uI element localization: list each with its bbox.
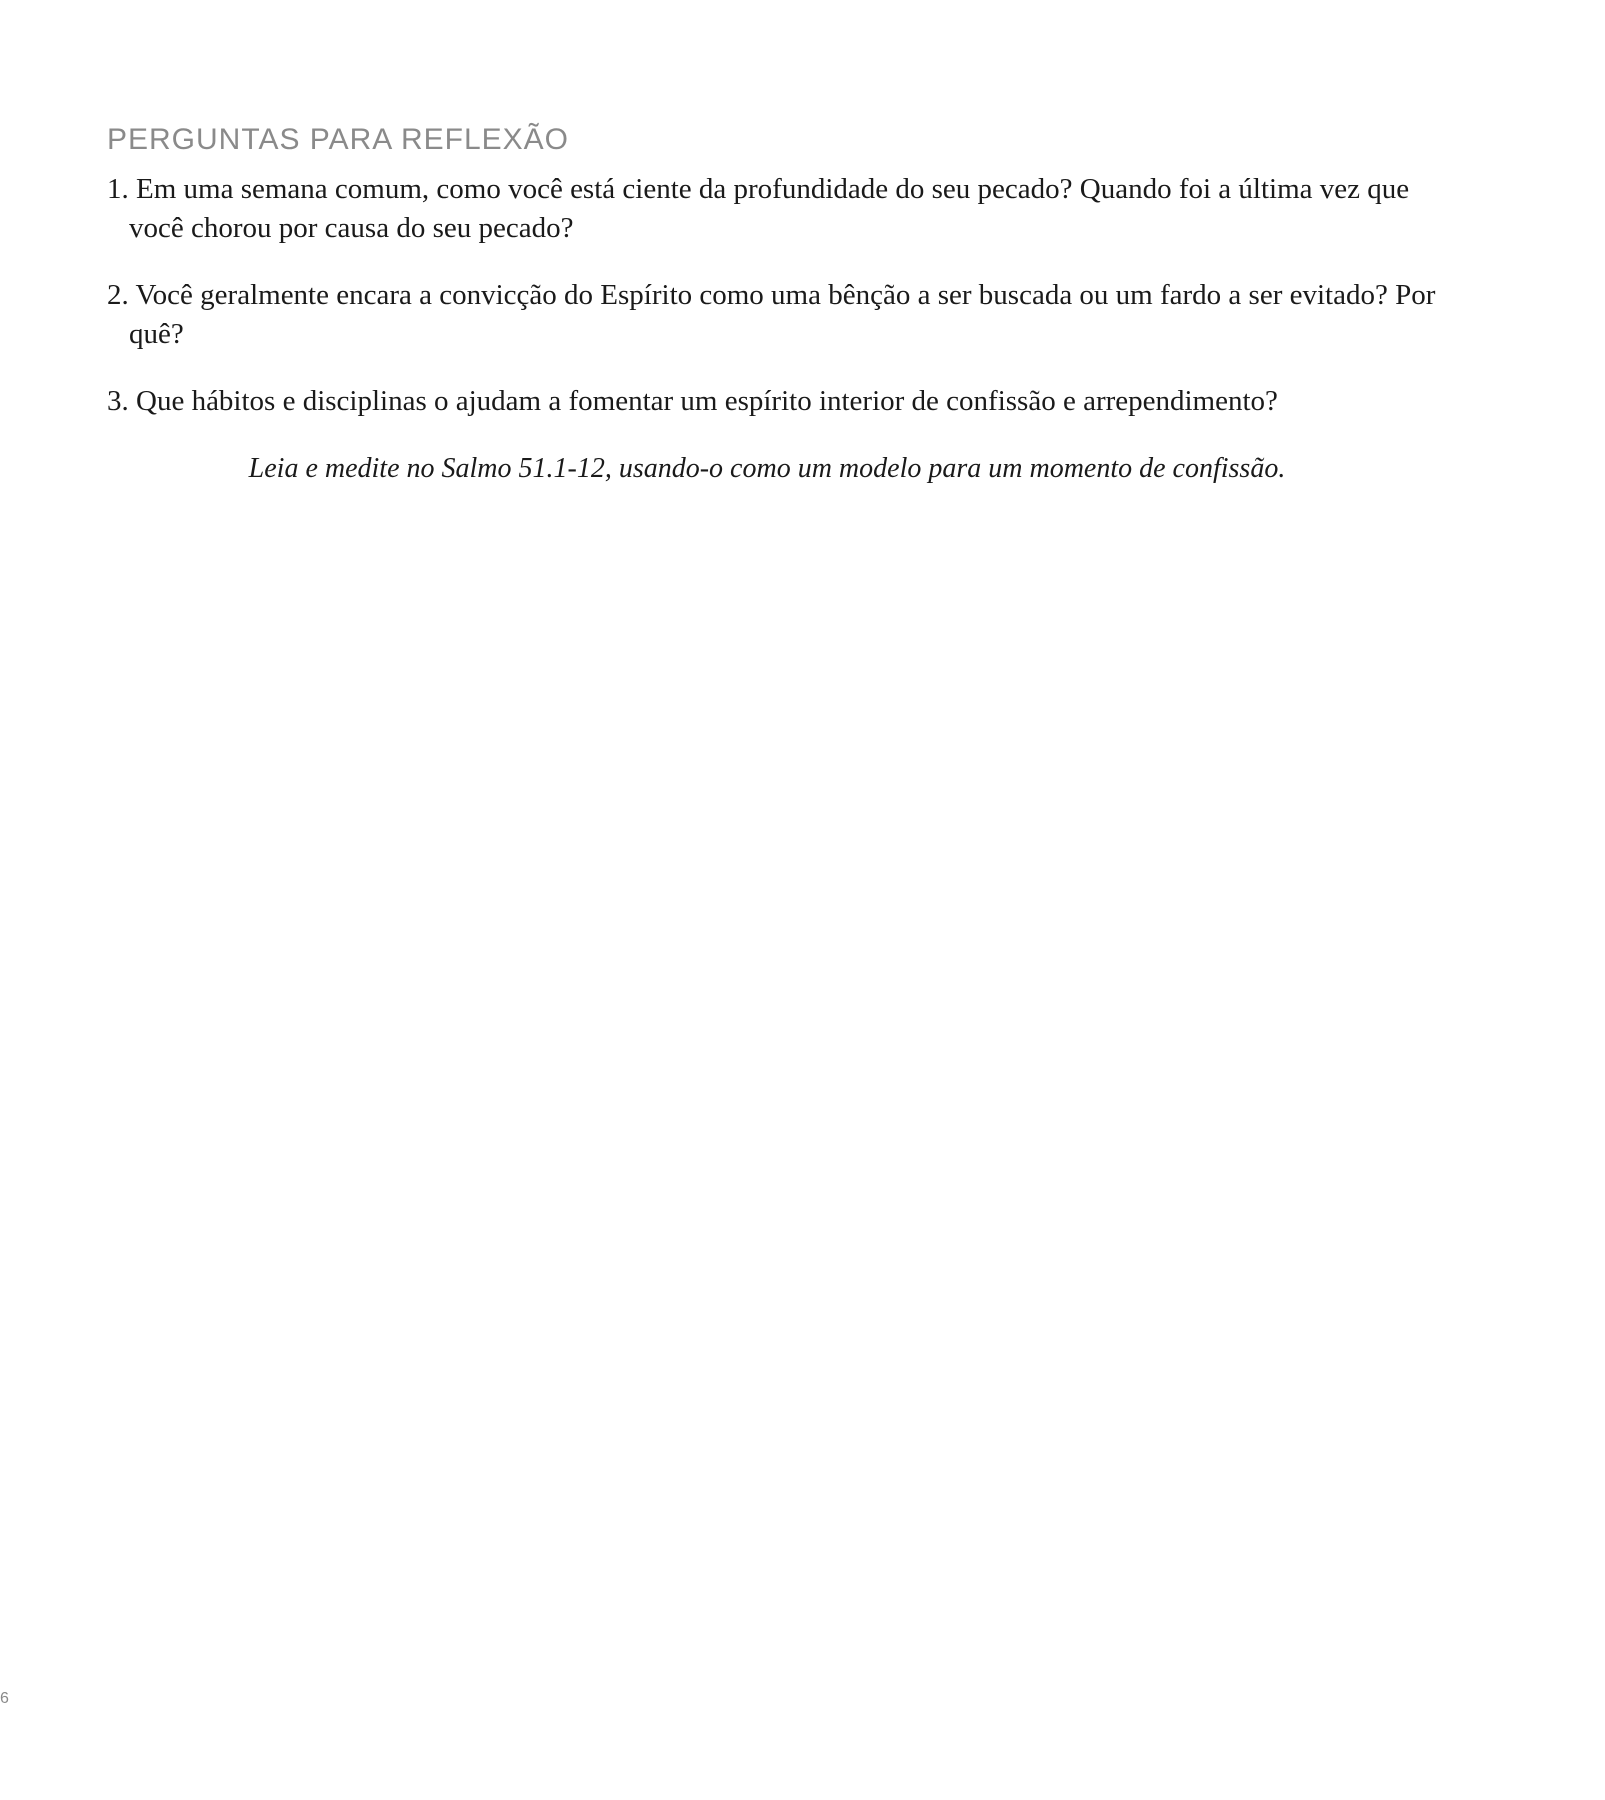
reflection-section (107, 122, 1447, 487)
question-item-3: 3. Que hábitos e disciplinas o ajudam a fomentar um espírito interior de confissão e arrependimento? (107, 385, 1278, 417)
question-item-2: 2. Você geralmente encara a convicção do Espírito como uma bênção a ser buscada ou um fardo a ser evitado? Por quê? (107, 279, 1436, 350)
page-number: 6 (0, 1690, 9, 1707)
question-list (107, 170, 1447, 421)
question-item-1: 1. Em uma semana comum, como você está ciente da profundidade do seu pecado? Quando foi a última vez que você chorou por causa do seu pecado? (107, 173, 1410, 244)
closing-instruction: Leia e medite no Salmo 51.1-12, usando-o como um modelo para um momento de confissão. (248, 453, 1286, 484)
section-heading: PERGUNTAS PARA REFLEXÃO (107, 123, 569, 156)
